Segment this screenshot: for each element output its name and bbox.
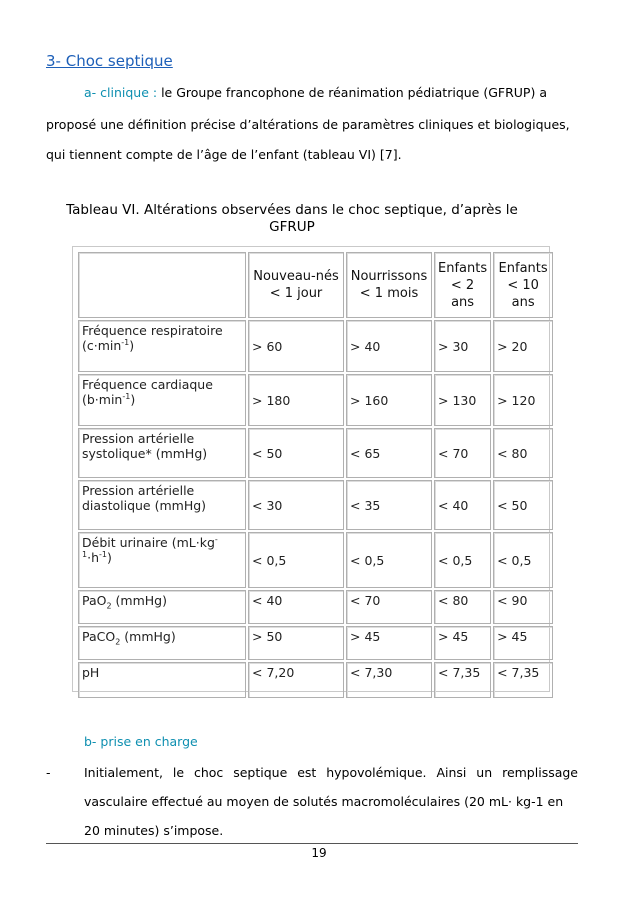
label-sup: -	[214, 535, 218, 544]
clinical-label: a- clinique :	[84, 85, 158, 100]
label-line: Pression artérielle	[82, 483, 195, 498]
table-row	[78, 590, 553, 624]
word: un	[476, 765, 493, 780]
table-row	[78, 374, 553, 426]
table-cell: > 180	[248, 374, 344, 426]
table-cell: < 7,30	[346, 662, 432, 698]
table-cell: > 130	[434, 374, 491, 426]
table-cell: < 0,5	[346, 532, 432, 588]
row-label-respiratory	[78, 320, 246, 372]
label-text: )	[130, 392, 136, 408]
table-cell: < 50	[493, 480, 553, 530]
header-child-2-title: Enfants	[438, 260, 488, 276]
table-cell: > 20	[493, 320, 553, 372]
septic-shock-table	[76, 250, 555, 700]
table-caption	[62, 202, 522, 236]
label-text: PaCO	[82, 629, 116, 644]
table-cell: < 0,5	[434, 532, 491, 588]
label-line: Pression artérielle	[82, 431, 195, 446]
header-empty-cell	[78, 252, 246, 318]
label-sub: 2	[115, 637, 121, 647]
clinical-line-3: qui tiennent compte de l’âge de l’enfant (tableau VI) [7].	[46, 147, 402, 162]
word: le	[172, 765, 185, 780]
bullet-dash: -	[46, 765, 51, 780]
table-cell: < 80	[493, 428, 553, 478]
word: Ainsi	[436, 765, 467, 780]
table-cell: < 40	[434, 480, 491, 530]
table-caption-line-1: Tableau VI. Altérations observées dans le choc septique, d’après le	[66, 202, 518, 218]
table-cell: < 65	[346, 428, 432, 478]
section-heading: 3- Choc septique	[46, 52, 173, 70]
label-sup: -1	[121, 338, 130, 347]
clinical-line-1	[84, 85, 614, 101]
label-text: (mmHg)	[111, 593, 167, 608]
header-newborn	[248, 252, 344, 318]
management-label: b- prise en charge	[84, 734, 198, 749]
label-sup: -1	[122, 392, 131, 401]
table-cell: < 50	[248, 428, 344, 478]
header-infant	[346, 252, 432, 318]
word: choc	[193, 765, 224, 780]
word: septique	[233, 765, 288, 780]
table-row	[78, 320, 553, 372]
table-cell: > 60	[248, 320, 344, 372]
management-line-3: 20 minutes) s’impose.	[84, 823, 224, 838]
table-row	[78, 626, 553, 660]
table-row	[78, 480, 553, 530]
table-caption-line-2: GFRUP	[269, 219, 315, 235]
label-sup: 1	[82, 550, 88, 560]
table-cell: < 7,20	[248, 662, 344, 698]
table-cell: > 50	[248, 626, 344, 660]
header-child-10-title: Enfants	[498, 260, 548, 276]
label-line: systolique* (mmHg)	[82, 446, 208, 461]
header-infant-title: Nourrissons	[350, 269, 428, 284]
clinical-line-2: proposé une définition précise d’altérations de paramètres cliniques et biologiques,	[46, 117, 570, 132]
table-cell: > 40	[346, 320, 432, 372]
table-cell: < 30	[248, 480, 344, 530]
header-child-10	[493, 252, 553, 318]
header-newborn-title: Nouveau-nés	[253, 269, 339, 284]
label-text: ·h	[87, 550, 99, 566]
label-line: diastolique (mmHg)	[82, 498, 207, 513]
table-cell: > 120	[493, 374, 553, 426]
header-newborn-age: < 1 jour	[269, 286, 323, 301]
label-text: PaO	[82, 593, 107, 608]
clinical-line-1-text: le Groupe francophone de réanimation pédiatrique (GFRUP) a	[157, 85, 547, 100]
label-line	[82, 392, 242, 407]
word: remplissage	[502, 765, 578, 780]
header-child-2-age: < 2 ans	[450, 277, 475, 310]
word: est	[297, 765, 317, 780]
label-text: )	[106, 550, 112, 566]
table-cell: < 35	[346, 480, 432, 530]
label-line: Fréquence respiratoire	[82, 323, 223, 338]
table-cell: > 45	[493, 626, 553, 660]
page-number: 19	[311, 846, 327, 860]
row-label-heart-rate	[78, 374, 246, 426]
label-sub: 2	[106, 601, 112, 611]
table-row	[78, 662, 553, 698]
label-line: Fréquence cardiaque	[82, 377, 213, 392]
table-cell: > 160	[346, 374, 432, 426]
table-cell: < 0,5	[493, 532, 553, 588]
table-header-row	[78, 252, 553, 318]
table-cell: > 45	[346, 626, 432, 660]
table-cell: > 30	[434, 320, 491, 372]
word: hypovolémique.	[326, 765, 427, 780]
label-text: (c·min	[82, 338, 122, 354]
management-line-2: vasculaire effectué au moyen de solutés macromoléculaires (20 mL· kg-1 en	[84, 794, 564, 809]
row-label-urine-output	[78, 532, 246, 588]
word: Initialement,	[84, 765, 163, 780]
table-row	[78, 428, 553, 478]
label-line	[82, 338, 242, 353]
row-label-pao2	[78, 590, 246, 624]
table-cell: > 45	[434, 626, 491, 660]
row-label-ph: pH	[78, 662, 246, 698]
header-child-10-unit: ans	[511, 294, 535, 310]
footer-divider	[46, 843, 578, 844]
table-cell: < 70	[434, 428, 491, 478]
label-text: Débit urinaire (mL·kg	[82, 535, 215, 551]
table-cell: < 7,35	[434, 662, 491, 698]
row-label-systolic	[78, 428, 246, 478]
header-child-10-age: < 10	[507, 277, 539, 293]
table-cell: < 70	[346, 590, 432, 624]
management-line-1	[84, 765, 578, 781]
table-cell: < 80	[434, 590, 491, 624]
label-line	[82, 550, 242, 565]
table-cell: < 7,35	[493, 662, 553, 698]
row-label-diastolic	[78, 480, 246, 530]
header-infant-age: < 1 mois	[359, 286, 419, 301]
table-cell: < 40	[248, 590, 344, 624]
header-child-2	[434, 252, 491, 318]
table-cell: < 0,5	[248, 532, 344, 588]
label-text: (mmHg)	[120, 629, 176, 644]
label-text: (b·min	[82, 392, 123, 408]
table-row	[78, 532, 553, 588]
label-line	[82, 535, 242, 550]
label-text: )	[129, 338, 135, 354]
label-sup: -1	[99, 550, 107, 560]
table-cell: < 90	[493, 590, 553, 624]
row-label-paco2	[78, 626, 246, 660]
